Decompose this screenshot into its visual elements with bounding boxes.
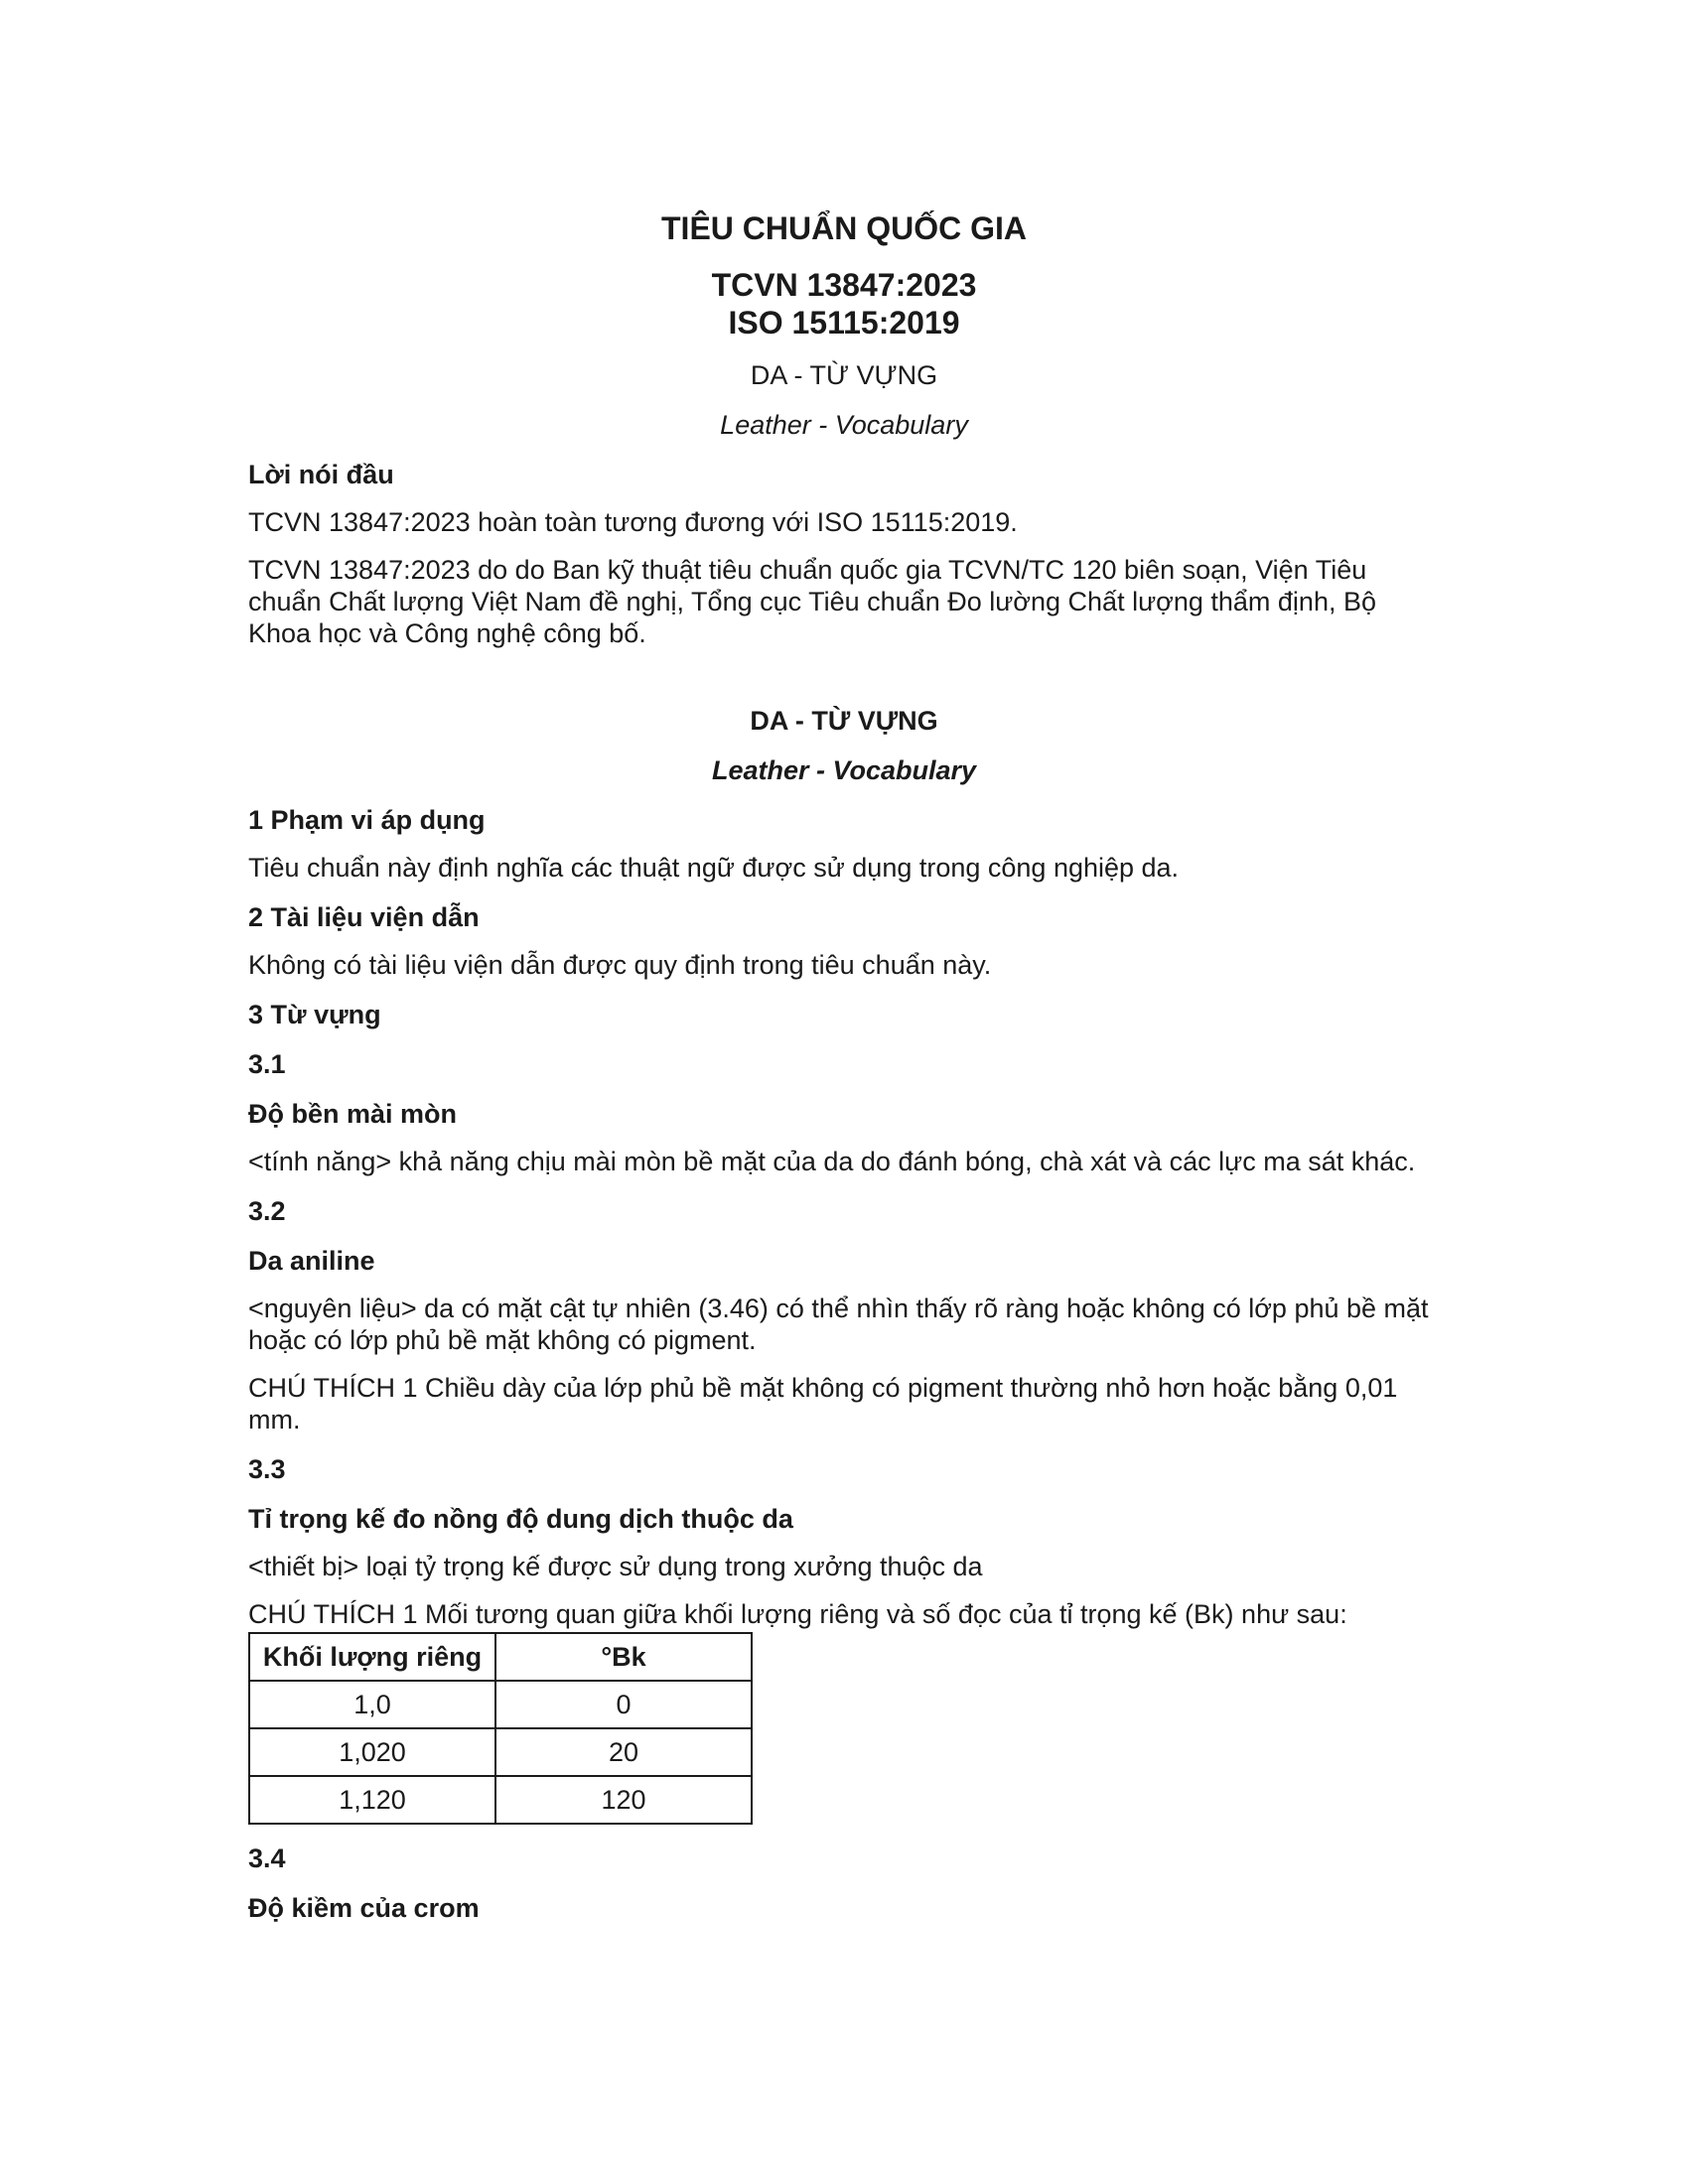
body-title-english: Leather - Vocabulary <box>711 755 977 785</box>
foreword-heading: Lời nói đầu <box>248 460 394 489</box>
subtitle-english: Leather - Vocabulary <box>720 410 968 440</box>
term-3-1-name: Độ bền mài mòn <box>248 1099 458 1129</box>
table-cell: 0 <box>495 1681 752 1728</box>
section-2-heading: 2 Tài liệu viện dẫn <box>248 902 480 932</box>
standard-code-tcvn: TCVN 13847:2023 <box>711 267 977 303</box>
table-cell: 20 <box>495 1728 752 1776</box>
term-3-1-number: 3.1 <box>248 1049 286 1079</box>
table-header-bk: °Bk <box>495 1633 752 1681</box>
term-3-2-note: CHÚ THÍCH 1 Chiều dày của lớp phủ bề mặt không có pigment thường nhỏ hơn hoặc bằng 0,01 mm. <box>248 1373 1398 1434</box>
table-header-row <box>249 1633 752 1681</box>
table-cell: 120 <box>495 1776 752 1824</box>
term-3-3-definition: <thiết bị> loại tỷ trọng kế được sử dụng trong xưởng thuộc da <box>248 1552 983 1581</box>
section-1-text: Tiêu chuẩn này định nghĩa các thuật ngữ được sử dụng trong công nghiệp da. <box>248 853 1180 883</box>
section-3-heading: 3 Từ vựng <box>248 1000 381 1029</box>
term-3-2-definition: <nguyên liệu> da có mặt cật tự nhiên (3.46) có thể nhìn thấy rõ ràng hoặc không có lớp phủ bề mặt hoặc có lớp phủ bề mặt không có pigment. <box>248 1294 1429 1355</box>
term-3-2-number: 3.2 <box>248 1196 286 1226</box>
term-3-3-name: Tỉ trọng kế đo nồng độ dung dịch thuộc da <box>248 1504 793 1534</box>
term-3-2-name: Da aniline <box>248 1246 375 1276</box>
foreword-paragraph-2: TCVN 13847:2023 do do Ban kỹ thuật tiêu chuẩn quốc gia TCVN/TC 120 biên soạn, Viện Tiêu chuẩn Chất lượng Việt Nam đề nghị, Tổng cục Tiêu chuẩn Đo lường Chất lượng thẩm định, Bộ Khoa học và Công nghệ công bố. <box>248 555 1376 648</box>
table-row <box>249 1681 752 1728</box>
table-row <box>249 1728 752 1776</box>
document-page <box>248 208 1440 1924</box>
density-table <box>248 1632 753 1825</box>
standard-code-iso: ISO 15115:2019 <box>728 305 960 341</box>
body-title-vietnamese: DA - TỪ VỰNG <box>750 706 938 736</box>
table-cell: 1,120 <box>249 1776 495 1824</box>
table-cell: 1,020 <box>249 1728 495 1776</box>
term-3-4-number: 3.4 <box>248 1843 286 1873</box>
table-header-density: Khối lượng riêng <box>249 1633 495 1681</box>
term-3-3-note: CHÚ THÍCH 1 Mối tương quan giữa khối lượng riêng và số đọc của tỉ trọng kế (Bk) như sau: <box>248 1599 1347 1629</box>
term-3-4-name: Độ kiềm của crom <box>248 1893 480 1923</box>
section-2-text: Không có tài liệu viện dẫn được quy định trong tiêu chuẩn này. <box>248 950 992 980</box>
subtitle-vietnamese: DA - TỪ VỰNG <box>750 360 938 390</box>
term-3-3-number: 3.3 <box>248 1454 286 1484</box>
table-row <box>249 1776 752 1824</box>
document-title: TIÊU CHUẨN QUỐC GIA <box>661 210 1027 246</box>
term-3-1-definition: <tính năng> khả năng chịu mài mòn bề mặt của da do đánh bóng, chà xát và các lực ma sát khác. <box>248 1147 1416 1176</box>
table-cell: 1,0 <box>249 1681 495 1728</box>
foreword-paragraph-1: TCVN 13847:2023 hoàn toàn tương đương với ISO 15115:2019. <box>248 507 1018 537</box>
section-1-heading: 1 Phạm vi áp dụng <box>248 805 486 835</box>
